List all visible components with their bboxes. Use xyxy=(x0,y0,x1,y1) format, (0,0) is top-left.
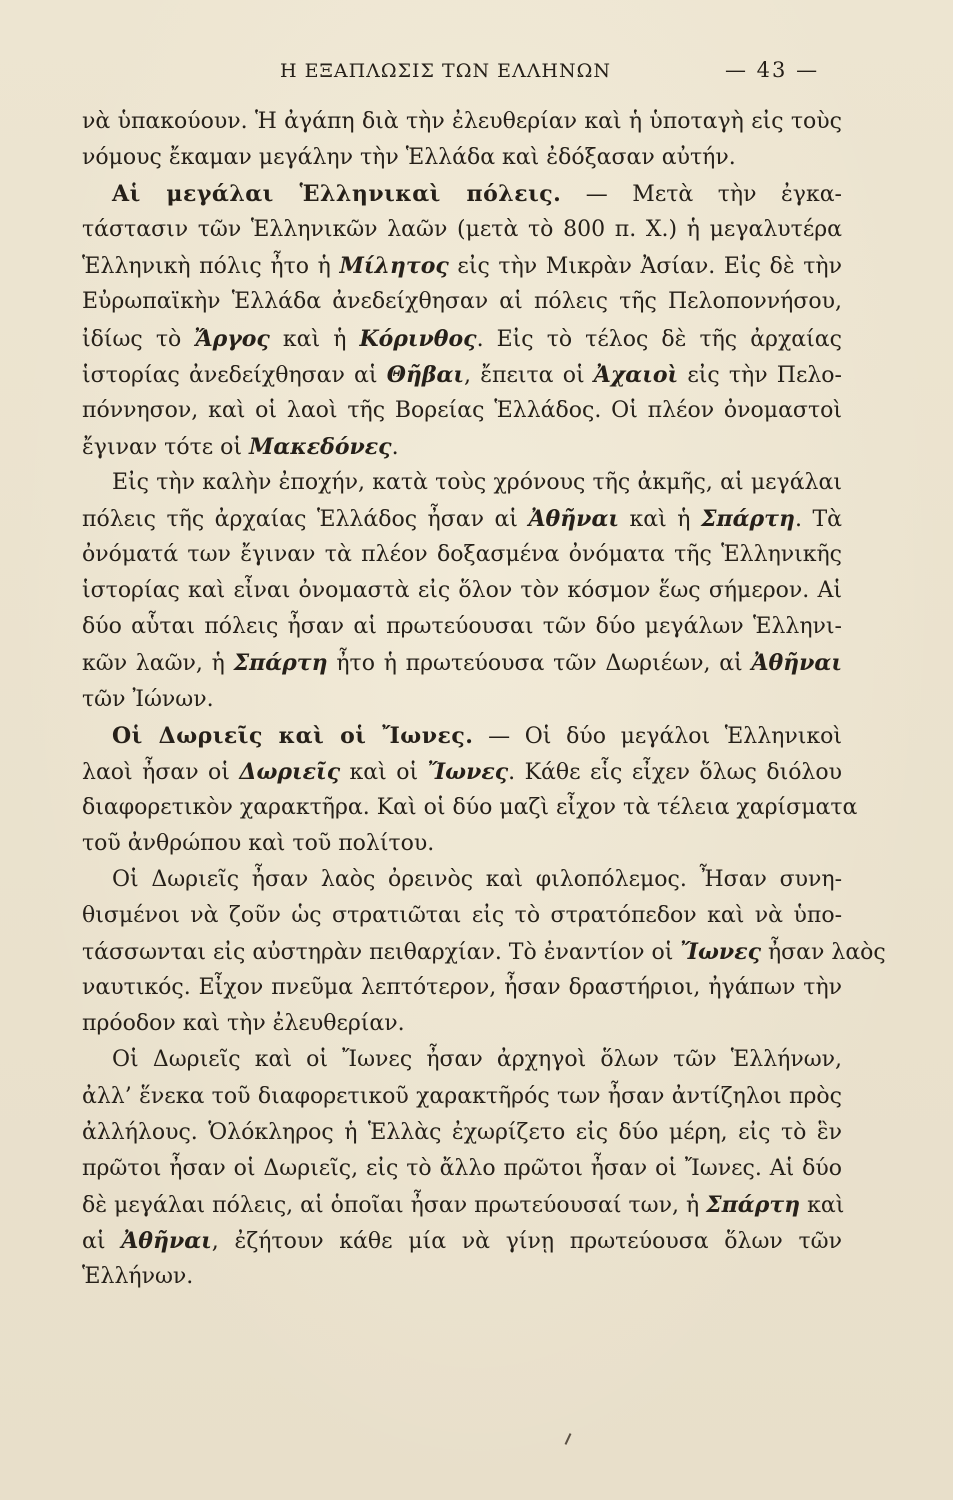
text-span: ἦσαν λαὸς xyxy=(760,940,886,966)
text-line: Εὐρωπαϊκὴν Ἑλλάδα ἀνεδείχθησαν αἱ πόλεις τῆς Πελοποννήσου, xyxy=(82,289,842,315)
text-span: , ἔπειτα οἱ xyxy=(464,362,594,388)
text-span: — Οἱ δύο μεγάλοι Ἑλληνικοὶ xyxy=(473,723,842,749)
text-span: Ἑλληνικὴ πόλις ἦτο ἡ xyxy=(82,254,340,280)
emphasis-ionians: Ἴωνες xyxy=(680,939,761,966)
text-line: ὀνόματά των ἔγιναν τὰ πλέον δοξασμένα ὀνόματα τῆς Ἑλληνικῆς xyxy=(82,542,842,568)
emphasis-athens: Ἀθῆναι xyxy=(121,1227,212,1254)
text-span: — Μετὰ τὴν ἐγκα- xyxy=(561,182,842,208)
section-heading-cities: Αἱ μεγάλαι Ἑλληνικαὶ πόλεις. xyxy=(112,181,562,208)
text-line: ναυτικός. Εἶχον πνεῦμα λεπτότερον, ἦσαν δραστήριοι, ἠγάπων τὴν xyxy=(82,975,842,1001)
body-text xyxy=(82,104,886,1295)
text-line: τοῦ ἀνθρώπου καὶ τοῦ πολίτου. xyxy=(82,830,435,856)
emphasis-sparta: Σπάρτη xyxy=(706,1191,801,1218)
text-span: ἦτο ἡ πρωτεύουσα τῶν Δωριέων, αἱ xyxy=(327,651,752,677)
emphasis-argos: Ἄργος xyxy=(194,325,270,352)
text-line: τάστασιν τῶν Ἑλληνικῶν λαῶν (μετὰ τὸ 800 π. Χ.) ἡ μεγαλυτέρα xyxy=(82,217,842,243)
emphasis-sparta: Σπάρτη xyxy=(233,650,328,677)
text-line xyxy=(82,934,886,970)
text-line xyxy=(82,718,842,754)
text-line: Οἱ Δωριεῖς καὶ οἱ Ἴωνες ἦσαν ἀρχηγοὶ ὅλων τῶν Ἑλλήνων, xyxy=(112,1047,842,1073)
text-line xyxy=(82,429,842,465)
text-line: τῶν Ἰώνων. xyxy=(82,686,214,712)
text-line: ἱστορίας καὶ εἶναι ὀνομαστὰ εἰς ὅλον τὸν κόσμον ἕως σήμερον. Αἱ xyxy=(82,578,842,604)
text-span: . Τὰ xyxy=(794,507,842,533)
text-span: κῶν λαῶν, ἡ xyxy=(82,651,234,677)
emphasis-sparta: Σπάρτη xyxy=(700,506,795,533)
text-span: ἔγιναν τότε οἱ xyxy=(82,434,250,460)
text-span: δὲ μεγάλαι πόλεις, αἱ ὁποῖαι ἦσαν πρωτεύουσαί των, ἡ xyxy=(82,1192,707,1218)
emphasis-athens: Ἀθῆναι xyxy=(751,650,842,677)
emphasis-miletus: Μίλητος xyxy=(339,253,449,280)
text-line: ἀλλ’ ἕνεκα τοῦ διαφορετικοῦ χαρακτῆρός των ἦσαν ἀντίζηλοι πρὸς xyxy=(82,1083,842,1109)
running-head xyxy=(260,60,860,90)
text-line xyxy=(82,754,842,790)
emphasis-corinth: Κόρινθος xyxy=(359,325,477,352)
text-line xyxy=(82,645,842,681)
text-line: διαφορετικὸν χαρακτῆρα. Καὶ οἱ δύο μαζὶ εἶχον τὰ τέλεια χαρίσματα xyxy=(82,794,858,820)
text-span: . xyxy=(391,434,399,460)
text-line: νὰ ὑπακούουν. Ἡ ἀγάπη διὰ τὴν ἐλευθερίαν καὶ ἡ ὑποταγὴ εἰς τοὺς xyxy=(82,109,842,134)
text-span: καὶ οἱ xyxy=(340,759,428,785)
text-line: πόννησον, καὶ οἱ λαοὶ τῆς Βορείας Ἑλλάδος. Οἱ πλέον ὀνομαστοὶ xyxy=(82,397,842,423)
text-span: αἱ xyxy=(82,1228,122,1254)
text-line xyxy=(82,321,842,357)
page-number: — 43 — xyxy=(725,58,820,82)
text-span: . Εἰς τὸ τέλος δὲ τῆς ἀρχαίας xyxy=(476,326,842,352)
emphasis-thebes: Θῆβαι xyxy=(386,361,465,388)
text-span: ἰδίως τὸ xyxy=(82,326,195,352)
text-line: Εἰς τὴν καλὴν ἐποχήν, κατὰ τοὺς χρόνους τῆς ἀκμῆς, αἱ μεγάλαι xyxy=(112,469,842,495)
text-line xyxy=(82,1187,845,1223)
text-span: . Κάθε εἷς εἶχεν ὅλως διόλου xyxy=(508,759,842,785)
text-line xyxy=(82,501,842,537)
emphasis-achaeans: Ἀχαιοὶ xyxy=(593,361,679,388)
text-line xyxy=(82,1223,842,1259)
text-span: λαοὶ ἦσαν οἱ xyxy=(82,759,240,785)
text-line: Οἱ Δωριεῖς ἦσαν λαὸς ὀρεινὸς καὶ φιλοπόλεμος. Ἦσαν συνη- xyxy=(112,866,842,892)
emphasis-dorians: Δωριεῖς xyxy=(239,758,341,785)
stray-pencil-mark xyxy=(565,1433,572,1445)
text-line: δύο αὗται πόλεις ἦσαν αἱ πρωτεύουσαι τῶν δύο μεγάλων Ἑλληνι- xyxy=(82,614,842,640)
text-span: καὶ ἡ xyxy=(619,507,701,533)
running-title: Η ΕΞΑΠΛΩΣΙΣ ΤΩΝ ΕΛΛΗΝΩΝ xyxy=(280,60,611,82)
text-line: πρῶτοι ἦσαν οἱ Δωριεῖς, εἰς τὸ ἄλλο πρῶτοι ἦσαν οἱ Ἴωνες. Αἱ δύο xyxy=(82,1155,842,1181)
text-line xyxy=(82,248,842,284)
text-line xyxy=(82,176,842,212)
text-line: Ἑλλήνων. xyxy=(82,1264,194,1289)
text-line: ἀλλήλους. Ὁλόκληρος ἡ Ἑλλὰς ἐχωρίζετο εἰς δύο μέρη, εἰς τὸ ἓν xyxy=(82,1119,842,1145)
text-line: νόμους ἔκαμαν μεγάλην τὴν Ἑλλάδα καὶ ἐδόξασαν αὐτήν. xyxy=(82,145,736,171)
text-span: εἰς τὴν Μικρὰν Ἀσίαν. Εἰς δὲ τὴν xyxy=(448,254,842,280)
text-span: , ἐζήτουν κάθε μία νὰ γίνῃ πρωτεύουσα ὅλων τῶν xyxy=(211,1228,842,1254)
text-line: πρόοδον καὶ τὴν ἐλευθερίαν. xyxy=(82,1011,405,1037)
text-span: καὶ xyxy=(800,1192,845,1218)
text-span: πόλεις τῆς ἀρχαίας Ἑλλάδος ἦσαν αἱ xyxy=(82,507,529,533)
text-span: τάσσωνται εἰς αὐστηρὰν πειθαρχίαν. Τὸ ἐναντίον οἱ xyxy=(82,940,681,966)
text-line: θισμένοι νὰ ζοῦν ὡς στρατιῶται εἰς τὸ στρατόπεδον καὶ νὰ ὑπο- xyxy=(82,903,842,929)
emphasis-athens: Ἀθῆναι xyxy=(528,506,620,533)
section-heading-dorians-ionians: Οἱ Δωριεῖς καὶ οἱ Ἴωνες. xyxy=(112,722,474,749)
emphasis-ionians: Ἴωνες xyxy=(427,758,509,785)
text-line xyxy=(82,357,842,393)
text-span: εἰς τὴν Πελο- xyxy=(678,362,842,388)
text-span: καὶ ἡ xyxy=(269,326,360,352)
text-span: ἱστορίας ἀνεδείχθησαν αἱ xyxy=(82,362,387,388)
emphasis-macedonians: Μακεδόνες xyxy=(249,433,392,460)
